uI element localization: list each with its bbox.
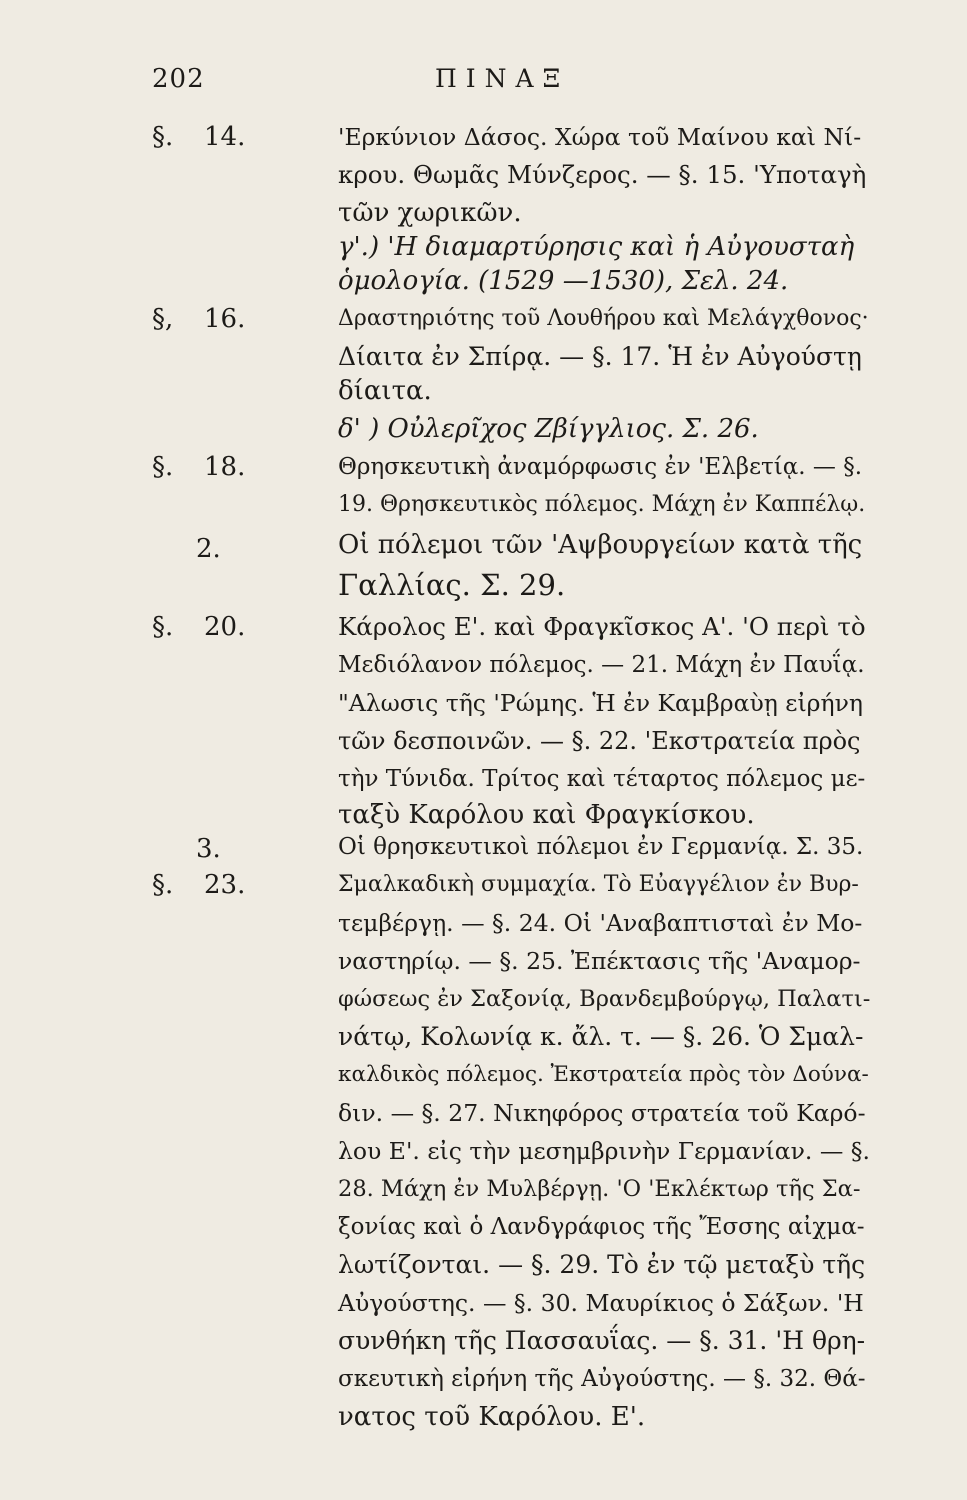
text-line: Θρησκευτικὴ ἀναμόρφωσις ἐν 'Ελβετίᾳ. — §. — [338, 454, 863, 480]
section-mark: §. — [152, 452, 174, 482]
text-line: τῶν δεσποινῶν. — §. 22. 'Εκστρατεία πρὸς — [338, 727, 861, 755]
chapter-heading: Γαλλίας. Σ. 29. — [338, 568, 566, 602]
text-line: τὴν Τύνιδα. Τρίτος καὶ τέταρτος πόλεμος με- — [338, 766, 866, 792]
section-number: 18. — [204, 452, 246, 482]
text-line: τεμβέργῃ. — §. 24. Οἱ 'Αναβαπτισταὶ ἐν Μο- — [338, 909, 863, 937]
section-mark: §, — [152, 304, 174, 334]
text-line: ταξὺ Καρόλου καὶ Φραγκίσκου. — [338, 800, 755, 830]
text-line: κρου. Θωμᾶς Μύνζερος. — §. 15. 'Υποταγὴ — [338, 160, 867, 189]
text-line: Σμαλκαδικὴ συμμαχία. Τὸ Εὐαγγέλιον ἐν Βυρ- — [338, 872, 859, 897]
running-title: ΠΙΝΑΞ — [435, 64, 570, 93]
text-line: καλδικὸς πόλεμος. Ἐκστρατεία πρὸς τὸν Δούνα- — [338, 1062, 869, 1087]
section-number: 16. — [204, 304, 246, 334]
page-number: 202 — [152, 64, 205, 94]
chapter-heading: Οἱ θρησκευτικοὶ πόλεμοι ἐν Γερμανίᾳ. Σ. 35. — [338, 834, 864, 860]
text-line: ξονίας καὶ ὁ Λανδγράφιος τῆς Ἔσσης αἰχμα- — [338, 1214, 865, 1240]
text-line: δίαιτα. — [338, 376, 432, 406]
text-line: Αὐγούστης. — §. 30. Μαυρίκιος ὁ Σάξων. 'Η — [338, 1289, 864, 1317]
text-line: νάτῳ, Κολωνίᾳ κ. ἄλ. τ. — §. 26. Ὁ Σμαλ- — [338, 1022, 864, 1051]
section-number: 14. — [204, 122, 246, 152]
section-number: 20. — [204, 612, 246, 642]
section-mark: §. — [152, 870, 174, 900]
text-line: λωτίζονται. — §. 29. Τὸ ἐν τῷ μεταξὺ τῆς — [338, 1250, 866, 1279]
section-mark: §. — [152, 612, 174, 642]
chapter-number: 3. — [196, 834, 221, 864]
text-line: 28. Μάχη ἐν Μυλβέργῃ. 'Ο 'Εκλέκτωρ τῆς Σα- — [338, 1176, 861, 1202]
text-line: 19. Θρησκευτικὸς πόλεμος. Μάχη ἐν Καππέλῳ. — [338, 492, 866, 517]
subsection-heading: δ' ) Οὐλερῖχος Ζβίγγλιος. Σ. 26. — [338, 414, 759, 444]
text-line: νατος τοῦ Καρόλου. Ε'. — [338, 1402, 646, 1432]
text-line: ναστηρίῳ. — §. 25. Ἐπέκτασις τῆς 'Αναμορ- — [338, 947, 861, 975]
text-line: Δραστηριότης τοῦ Λουθήρου καὶ Μελάγχθονος· — [338, 306, 869, 331]
text-line: "Αλωσις τῆς 'Ρώμης. Ἡ ἐν Καμβραὺῃ εἰρήνη — [338, 689, 863, 717]
text-line: Δίαιτα ἐν Σπίρᾳ. — §. 17. Ἡ ἐν Αὐγούστῃ — [338, 342, 862, 371]
chapter-number: 2. — [196, 534, 221, 564]
section-mark: §. — [152, 122, 174, 152]
text-line: Κάρολος Ε'. καὶ Φραγκῖσκος Α'. 'Ο περὶ τὸ — [338, 612, 866, 641]
text-line: φώσεως ἐν Σαξονίᾳ, Βρανδεμβούργῳ, Παλατι- — [338, 986, 871, 1012]
chapter-heading: Οἱ πόλεμοι τῶν 'Αψβουργείων κατὰ τῆς — [338, 530, 863, 560]
text-line: σκευτικὴ εἰρήνη τῆς Αὐγούστης. — §. 32. Θά- — [338, 1366, 866, 1392]
text-line: λου Ε'. εἰς τὴν μεσημβρινὴν Γερμανίαν. — §. — [338, 1137, 871, 1165]
section-number: 23. — [204, 870, 246, 900]
text-line: Μεδιόλανον πόλεμος. — 21. Μάχη ἐν Παυΐᾳ. — [338, 652, 865, 678]
text-line: τῶν χωρικῶν. — [338, 198, 522, 228]
text-line: 'Ερκύνιον Δάσος. Χώρα τοῦ Μαίνου καὶ Νί- — [338, 123, 862, 151]
text-line: διν. — §. 27. Νικηφόρος στρατεία τοῦ Καρό- — [338, 1099, 866, 1127]
text-line: συνθήκη τῆς Πασσαυΐας. — §. 31. 'Η θρη- — [338, 1326, 866, 1355]
subsection-heading: ὁμολογία. (1529 —1530), Σελ. 24. — [338, 266, 789, 296]
subsection-heading: γ'.) 'Η διαμαρτύρησις καὶ ἡ Αὐγουσταὴ — [338, 232, 855, 262]
